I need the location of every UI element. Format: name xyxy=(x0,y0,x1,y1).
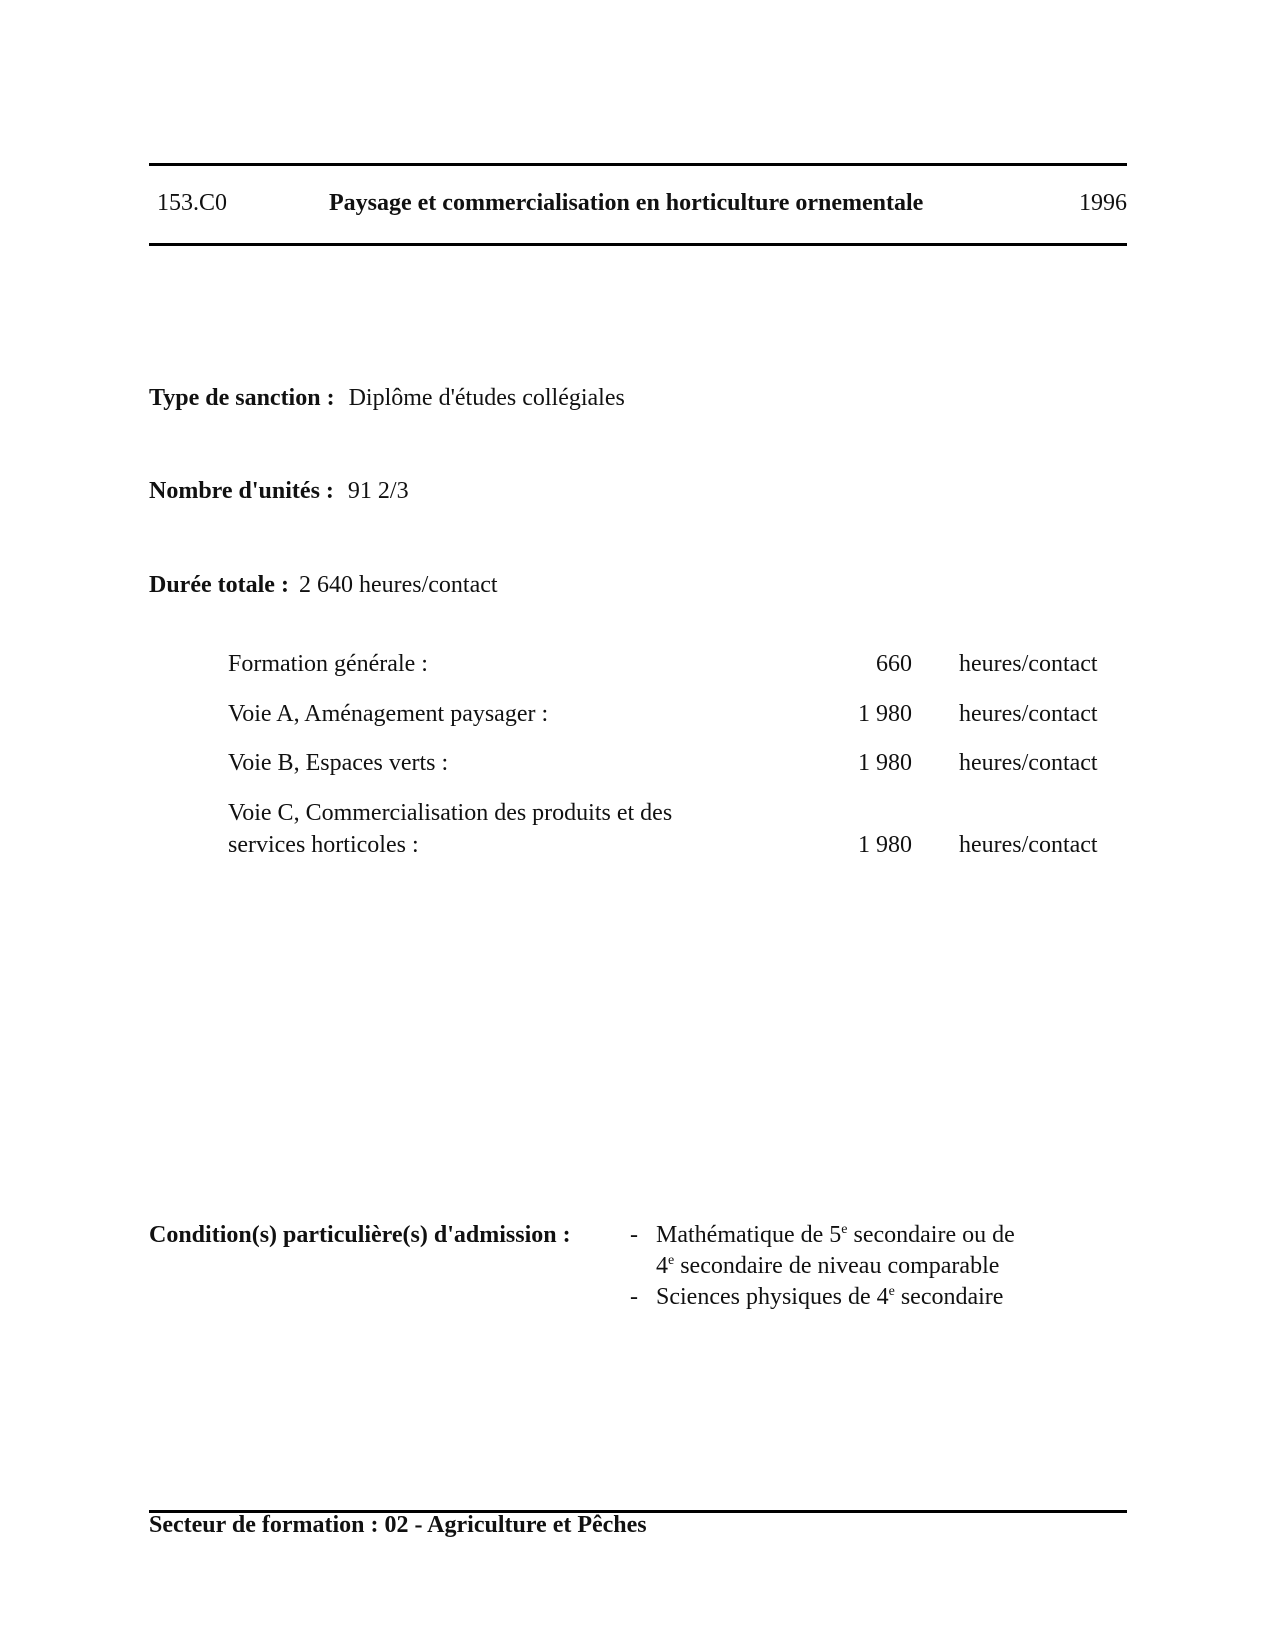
type-sanction-field xyxy=(149,385,625,412)
program-year: 1996 xyxy=(1079,190,1127,216)
condition-text: Sciences physiques de 4 xyxy=(656,1284,889,1310)
type-sanction-label: Type de sanction : xyxy=(149,385,335,411)
superscript: e xyxy=(888,1284,895,1299)
nombre-unites-label: Nombre d'unités : xyxy=(149,478,334,504)
duree-item-hours: 660 xyxy=(876,651,912,677)
duree-totale-field xyxy=(149,572,498,599)
duree-item xyxy=(228,747,1098,779)
program-code: 153.C0 xyxy=(157,190,228,216)
duree-item-label xyxy=(228,797,672,861)
type-sanction-value: Diplôme d'études collégiales xyxy=(348,385,625,411)
duree-item-hours: 1 980 xyxy=(858,832,912,858)
duree-item-label-line1: Voie C, Commercialisation des produits et des xyxy=(228,800,673,826)
duree-item-label: Voie A, Aménagement paysager : xyxy=(228,701,549,727)
duree-totale-value: 2 640 heures/contact xyxy=(298,572,498,598)
duree-item-hours: 1 980 xyxy=(858,750,912,776)
conditions-label: Condition(s) particulière(s) d'admission : xyxy=(149,1222,571,1248)
conditions-list xyxy=(630,1220,1130,1313)
condition-text: Mathématique de 5 xyxy=(656,1222,842,1248)
nombre-unites-field xyxy=(149,478,409,505)
duree-item-label: Formation générale : xyxy=(228,651,428,677)
condition-item xyxy=(630,1282,1130,1313)
duree-item-unit: heures/contact xyxy=(959,832,1098,858)
condition-text: secondaire ou de xyxy=(847,1222,1015,1248)
header-top-rule xyxy=(149,163,1127,166)
condition-text: 4 xyxy=(656,1253,668,1279)
duree-item-hours: 1 980 xyxy=(858,701,912,727)
bullet-dash: - xyxy=(630,1222,638,1248)
duree-totale-label: Durée totale : xyxy=(149,572,289,598)
duree-item xyxy=(228,698,1098,730)
superscript: e xyxy=(841,1222,848,1237)
duree-item-label: Voie B, Espaces verts : xyxy=(228,750,449,776)
duree-item xyxy=(228,648,1098,680)
duree-item-unit: heures/contact xyxy=(959,701,1098,727)
header-bottom-rule xyxy=(149,243,1127,246)
superscript: e xyxy=(668,1253,675,1268)
nombre-unites-value: 91 2/3 xyxy=(347,478,409,504)
duree-item xyxy=(228,797,1098,861)
secteur-footer: Secteur de formation : 02 - Agriculture et Pêches xyxy=(149,1512,647,1538)
duree-item-unit: heures/contact xyxy=(959,750,1098,776)
duree-item-label-line2: services horticoles : xyxy=(228,832,419,858)
bullet-dash: - xyxy=(630,1284,638,1310)
program-title: Paysage et commercialisation en horticulture ornementale xyxy=(329,190,924,216)
condition-text: secondaire de niveau comparable xyxy=(674,1253,1000,1279)
document-header xyxy=(149,190,1127,220)
condition-text: secondaire xyxy=(894,1284,1004,1310)
condition-item xyxy=(630,1220,1130,1282)
duree-item-unit: heures/contact xyxy=(959,651,1098,677)
